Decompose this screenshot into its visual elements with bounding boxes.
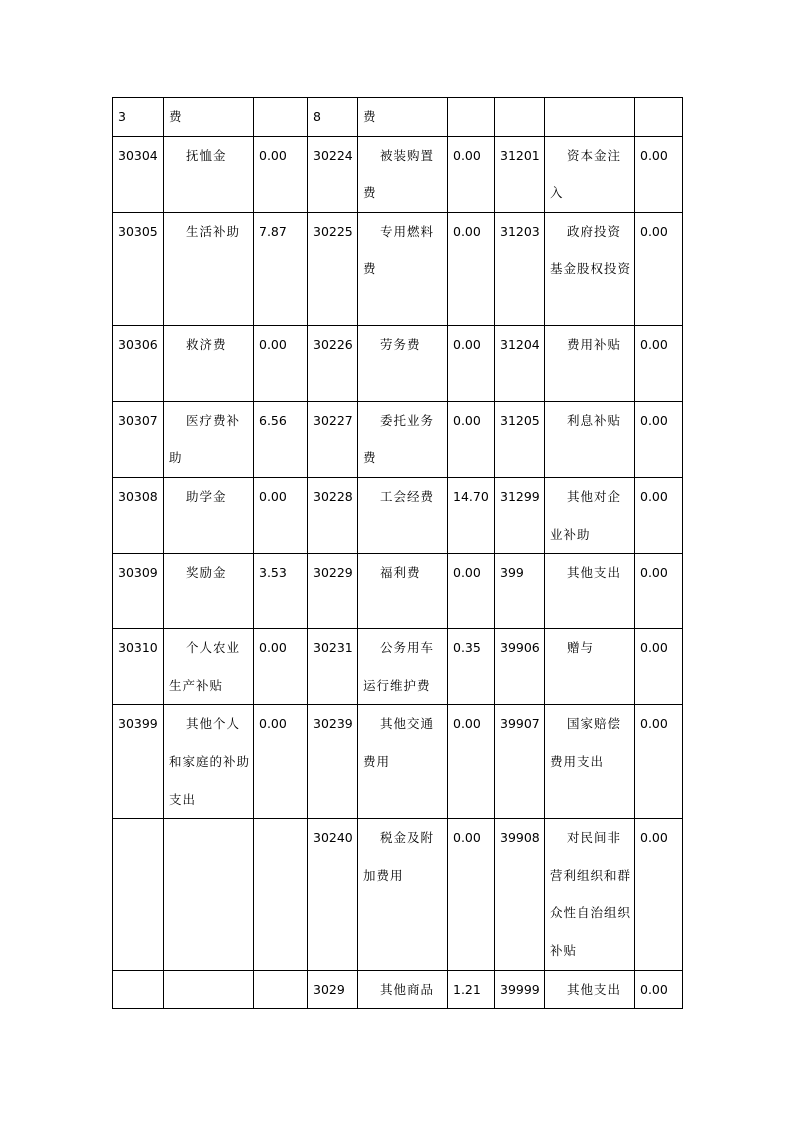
amount-text: 0.35 <box>453 640 481 656</box>
code-text: 30231 <box>313 640 353 656</box>
table-body <box>113 98 683 1009</box>
code-text: 30227 <box>313 412 353 428</box>
code-cell <box>495 325 545 401</box>
name-text: 抚恤金 <box>186 147 227 163</box>
name-text: 生活补助 <box>186 223 241 239</box>
amount-cell <box>635 401 683 477</box>
code-cell <box>308 477 358 553</box>
amount-cell <box>635 136 683 212</box>
amount-cell <box>254 819 308 970</box>
name-text: 福利费 <box>380 565 421 581</box>
amount-cell <box>448 970 495 1009</box>
name-cell <box>358 629 448 705</box>
amount-cell <box>448 98 495 137</box>
code-text: 39906 <box>500 640 540 656</box>
name-cell <box>164 477 254 553</box>
code-cell <box>113 136 164 212</box>
code-text: 39907 <box>500 716 540 732</box>
name-cell <box>164 98 254 137</box>
name-text: 政府投资基金股权投资 <box>550 223 632 277</box>
name-text: 费 <box>363 109 377 124</box>
name-cell <box>545 325 635 401</box>
name-text: 费用补贴 <box>567 336 622 352</box>
code-text: 30240 <box>313 830 353 846</box>
amount-text: 0.00 <box>640 981 668 997</box>
code-cell <box>308 705 358 819</box>
amount-cell <box>448 325 495 401</box>
code-cell <box>113 970 164 1009</box>
table-row <box>113 970 683 1009</box>
name-cell <box>164 819 254 970</box>
code-cell <box>495 705 545 819</box>
table-row <box>113 212 683 325</box>
amount-text: 7.87 <box>259 223 287 239</box>
code-text: 399 <box>500 565 524 581</box>
code-text: 3029 <box>313 981 345 997</box>
code-text: 30307 <box>118 412 158 428</box>
amount-text: 1.21 <box>453 981 481 997</box>
amount-text: 0.00 <box>640 412 668 428</box>
amount-cell <box>635 705 683 819</box>
code-text: 3 <box>118 109 126 124</box>
name-text: 个人农业生产补贴 <box>169 640 241 693</box>
code-cell <box>495 136 545 212</box>
name-text: 其他支出 <box>567 981 622 997</box>
name-text: 被装购置费 <box>363 147 435 201</box>
code-text: 30308 <box>118 488 158 504</box>
table-row <box>113 819 683 970</box>
amount-cell <box>254 554 308 629</box>
code-text: 30310 <box>118 640 158 656</box>
name-cell <box>545 401 635 477</box>
amount-text: 0.00 <box>453 716 481 732</box>
name-cell <box>164 212 254 325</box>
code-cell <box>113 325 164 401</box>
code-cell <box>308 98 358 137</box>
name-text: 资本金注入 <box>550 147 622 201</box>
code-text: 30228 <box>313 488 353 504</box>
amount-text: 0.00 <box>259 147 287 163</box>
name-text: 对民间非营利组织和群众性自治组织补贴 <box>550 830 632 958</box>
name-text: 工会经费 <box>380 488 435 504</box>
amount-cell <box>254 629 308 705</box>
amount-text: 0.00 <box>640 223 668 239</box>
amount-cell <box>635 819 683 970</box>
code-cell <box>113 212 164 325</box>
code-text: 31201 <box>500 147 540 163</box>
name-text: 其他商品 <box>380 981 435 997</box>
amount-cell <box>635 325 683 401</box>
amount-cell <box>448 136 495 212</box>
name-cell <box>164 325 254 401</box>
code-cell <box>308 401 358 477</box>
amount-cell <box>254 970 308 1009</box>
code-cell <box>495 819 545 970</box>
name-text: 利息补贴 <box>567 412 622 428</box>
amount-cell <box>448 477 495 553</box>
name-text: 其他交通费用 <box>363 716 435 769</box>
name-text: 其他支出 <box>567 565 622 581</box>
code-text: 30224 <box>313 147 353 163</box>
amount-text: 0.00 <box>259 640 287 656</box>
code-cell <box>495 629 545 705</box>
name-cell <box>358 325 448 401</box>
name-cell <box>164 136 254 212</box>
amount-cell <box>254 136 308 212</box>
amount-cell <box>254 212 308 325</box>
code-cell <box>495 554 545 629</box>
name-cell <box>545 705 635 819</box>
amount-text: 0.00 <box>453 565 481 581</box>
code-cell <box>495 970 545 1009</box>
name-cell <box>164 629 254 705</box>
code-text: 30306 <box>118 336 158 352</box>
name-text: 其他对企业补助 <box>550 488 622 542</box>
code-cell <box>113 98 164 137</box>
amount-cell <box>635 970 683 1009</box>
code-cell <box>308 136 358 212</box>
budget-expenditure-table <box>112 97 683 1009</box>
code-text: 8 <box>313 109 321 124</box>
table-row <box>113 98 683 137</box>
name-cell <box>358 477 448 553</box>
name-text: 赠与 <box>567 640 595 656</box>
code-text: 31299 <box>500 488 540 504</box>
name-text: 奖励金 <box>186 565 227 581</box>
name-cell <box>358 705 448 819</box>
name-cell <box>545 629 635 705</box>
name-cell <box>358 970 448 1009</box>
amount-cell <box>254 325 308 401</box>
code-text: 31203 <box>500 223 540 239</box>
name-text: 委托业务费 <box>363 412 435 466</box>
code-cell <box>308 629 358 705</box>
code-text: 30225 <box>313 223 353 239</box>
amount-text: 0.00 <box>640 336 668 352</box>
name-cell <box>164 554 254 629</box>
amount-cell <box>448 819 495 970</box>
amount-cell <box>448 401 495 477</box>
amount-cell <box>448 212 495 325</box>
name-cell <box>164 401 254 477</box>
code-cell <box>308 325 358 401</box>
code-text: 30229 <box>313 565 353 581</box>
amount-text: 0.00 <box>259 336 287 352</box>
name-text: 费 <box>169 109 183 124</box>
name-cell <box>545 970 635 1009</box>
code-text: 30399 <box>118 716 158 732</box>
amount-cell <box>635 629 683 705</box>
code-text: 31205 <box>500 412 540 428</box>
name-cell <box>358 98 448 137</box>
name-text: 公务用车运行维护费 <box>363 640 435 693</box>
amount-text: 0.00 <box>640 565 668 581</box>
amount-cell <box>254 98 308 137</box>
code-text: 39908 <box>500 830 540 846</box>
name-cell <box>545 136 635 212</box>
amount-text: 0.00 <box>640 830 668 846</box>
table-row <box>113 136 683 212</box>
amount-cell <box>635 212 683 325</box>
name-cell <box>164 705 254 819</box>
name-cell <box>164 970 254 1009</box>
amount-cell <box>635 477 683 553</box>
amount-cell <box>448 705 495 819</box>
code-text: 30305 <box>118 223 158 239</box>
amount-text: 14.70 <box>453 488 489 504</box>
name-text: 其他个人和家庭的补助支出 <box>169 716 251 807</box>
amount-text: 0.00 <box>259 488 287 504</box>
name-cell <box>545 477 635 553</box>
table-row <box>113 554 683 629</box>
name-text: 救济费 <box>186 336 227 352</box>
code-cell <box>495 212 545 325</box>
table-row <box>113 629 683 705</box>
amount-cell <box>635 98 683 137</box>
amount-text: 0.00 <box>453 336 481 352</box>
code-cell <box>495 401 545 477</box>
code-cell <box>308 970 358 1009</box>
amount-text: 0.00 <box>640 640 668 656</box>
name-text: 助学金 <box>186 488 227 504</box>
name-text: 专用燃料费 <box>363 223 435 277</box>
amount-text: 0.00 <box>640 147 668 163</box>
name-text: 劳务费 <box>380 336 421 352</box>
name-cell <box>545 554 635 629</box>
name-cell <box>358 136 448 212</box>
name-cell <box>358 819 448 970</box>
amount-cell <box>635 554 683 629</box>
code-cell <box>495 98 545 137</box>
name-cell <box>545 212 635 325</box>
table-row <box>113 705 683 819</box>
name-cell <box>545 98 635 137</box>
code-cell <box>113 477 164 553</box>
table-row <box>113 401 683 477</box>
amount-cell <box>254 705 308 819</box>
amount-text: 0.00 <box>640 716 668 732</box>
code-cell <box>308 212 358 325</box>
code-text: 30309 <box>118 565 158 581</box>
code-cell <box>113 401 164 477</box>
code-text: 30239 <box>313 716 353 732</box>
code-cell <box>308 554 358 629</box>
table-row <box>113 325 683 401</box>
name-cell <box>545 819 635 970</box>
code-cell <box>113 554 164 629</box>
code-text: 30304 <box>118 147 158 163</box>
code-cell <box>113 819 164 970</box>
amount-text: 6.56 <box>259 412 287 428</box>
code-cell <box>113 629 164 705</box>
name-cell <box>358 212 448 325</box>
name-cell <box>358 401 448 477</box>
amount-cell <box>448 554 495 629</box>
code-cell <box>113 705 164 819</box>
code-text: 39999 <box>500 981 540 997</box>
code-cell <box>495 477 545 553</box>
code-text: 31204 <box>500 336 540 352</box>
amount-text: 0.00 <box>453 223 481 239</box>
code-cell <box>308 819 358 970</box>
name-cell <box>358 554 448 629</box>
amount-cell <box>254 477 308 553</box>
amount-text: 0.00 <box>453 412 481 428</box>
name-text: 税金及附加费用 <box>363 830 435 883</box>
table-row <box>113 477 683 553</box>
name-text: 医疗费补助 <box>169 412 241 466</box>
amount-text: 3.53 <box>259 565 287 581</box>
code-text: 30226 <box>313 336 353 352</box>
amount-text: 0.00 <box>259 716 287 732</box>
amount-cell <box>254 401 308 477</box>
amount-text: 0.00 <box>453 830 481 846</box>
amount-text: 0.00 <box>640 488 668 504</box>
amount-text: 0.00 <box>453 147 481 163</box>
amount-cell <box>448 629 495 705</box>
name-text: 国家赔偿费用支出 <box>550 716 622 769</box>
